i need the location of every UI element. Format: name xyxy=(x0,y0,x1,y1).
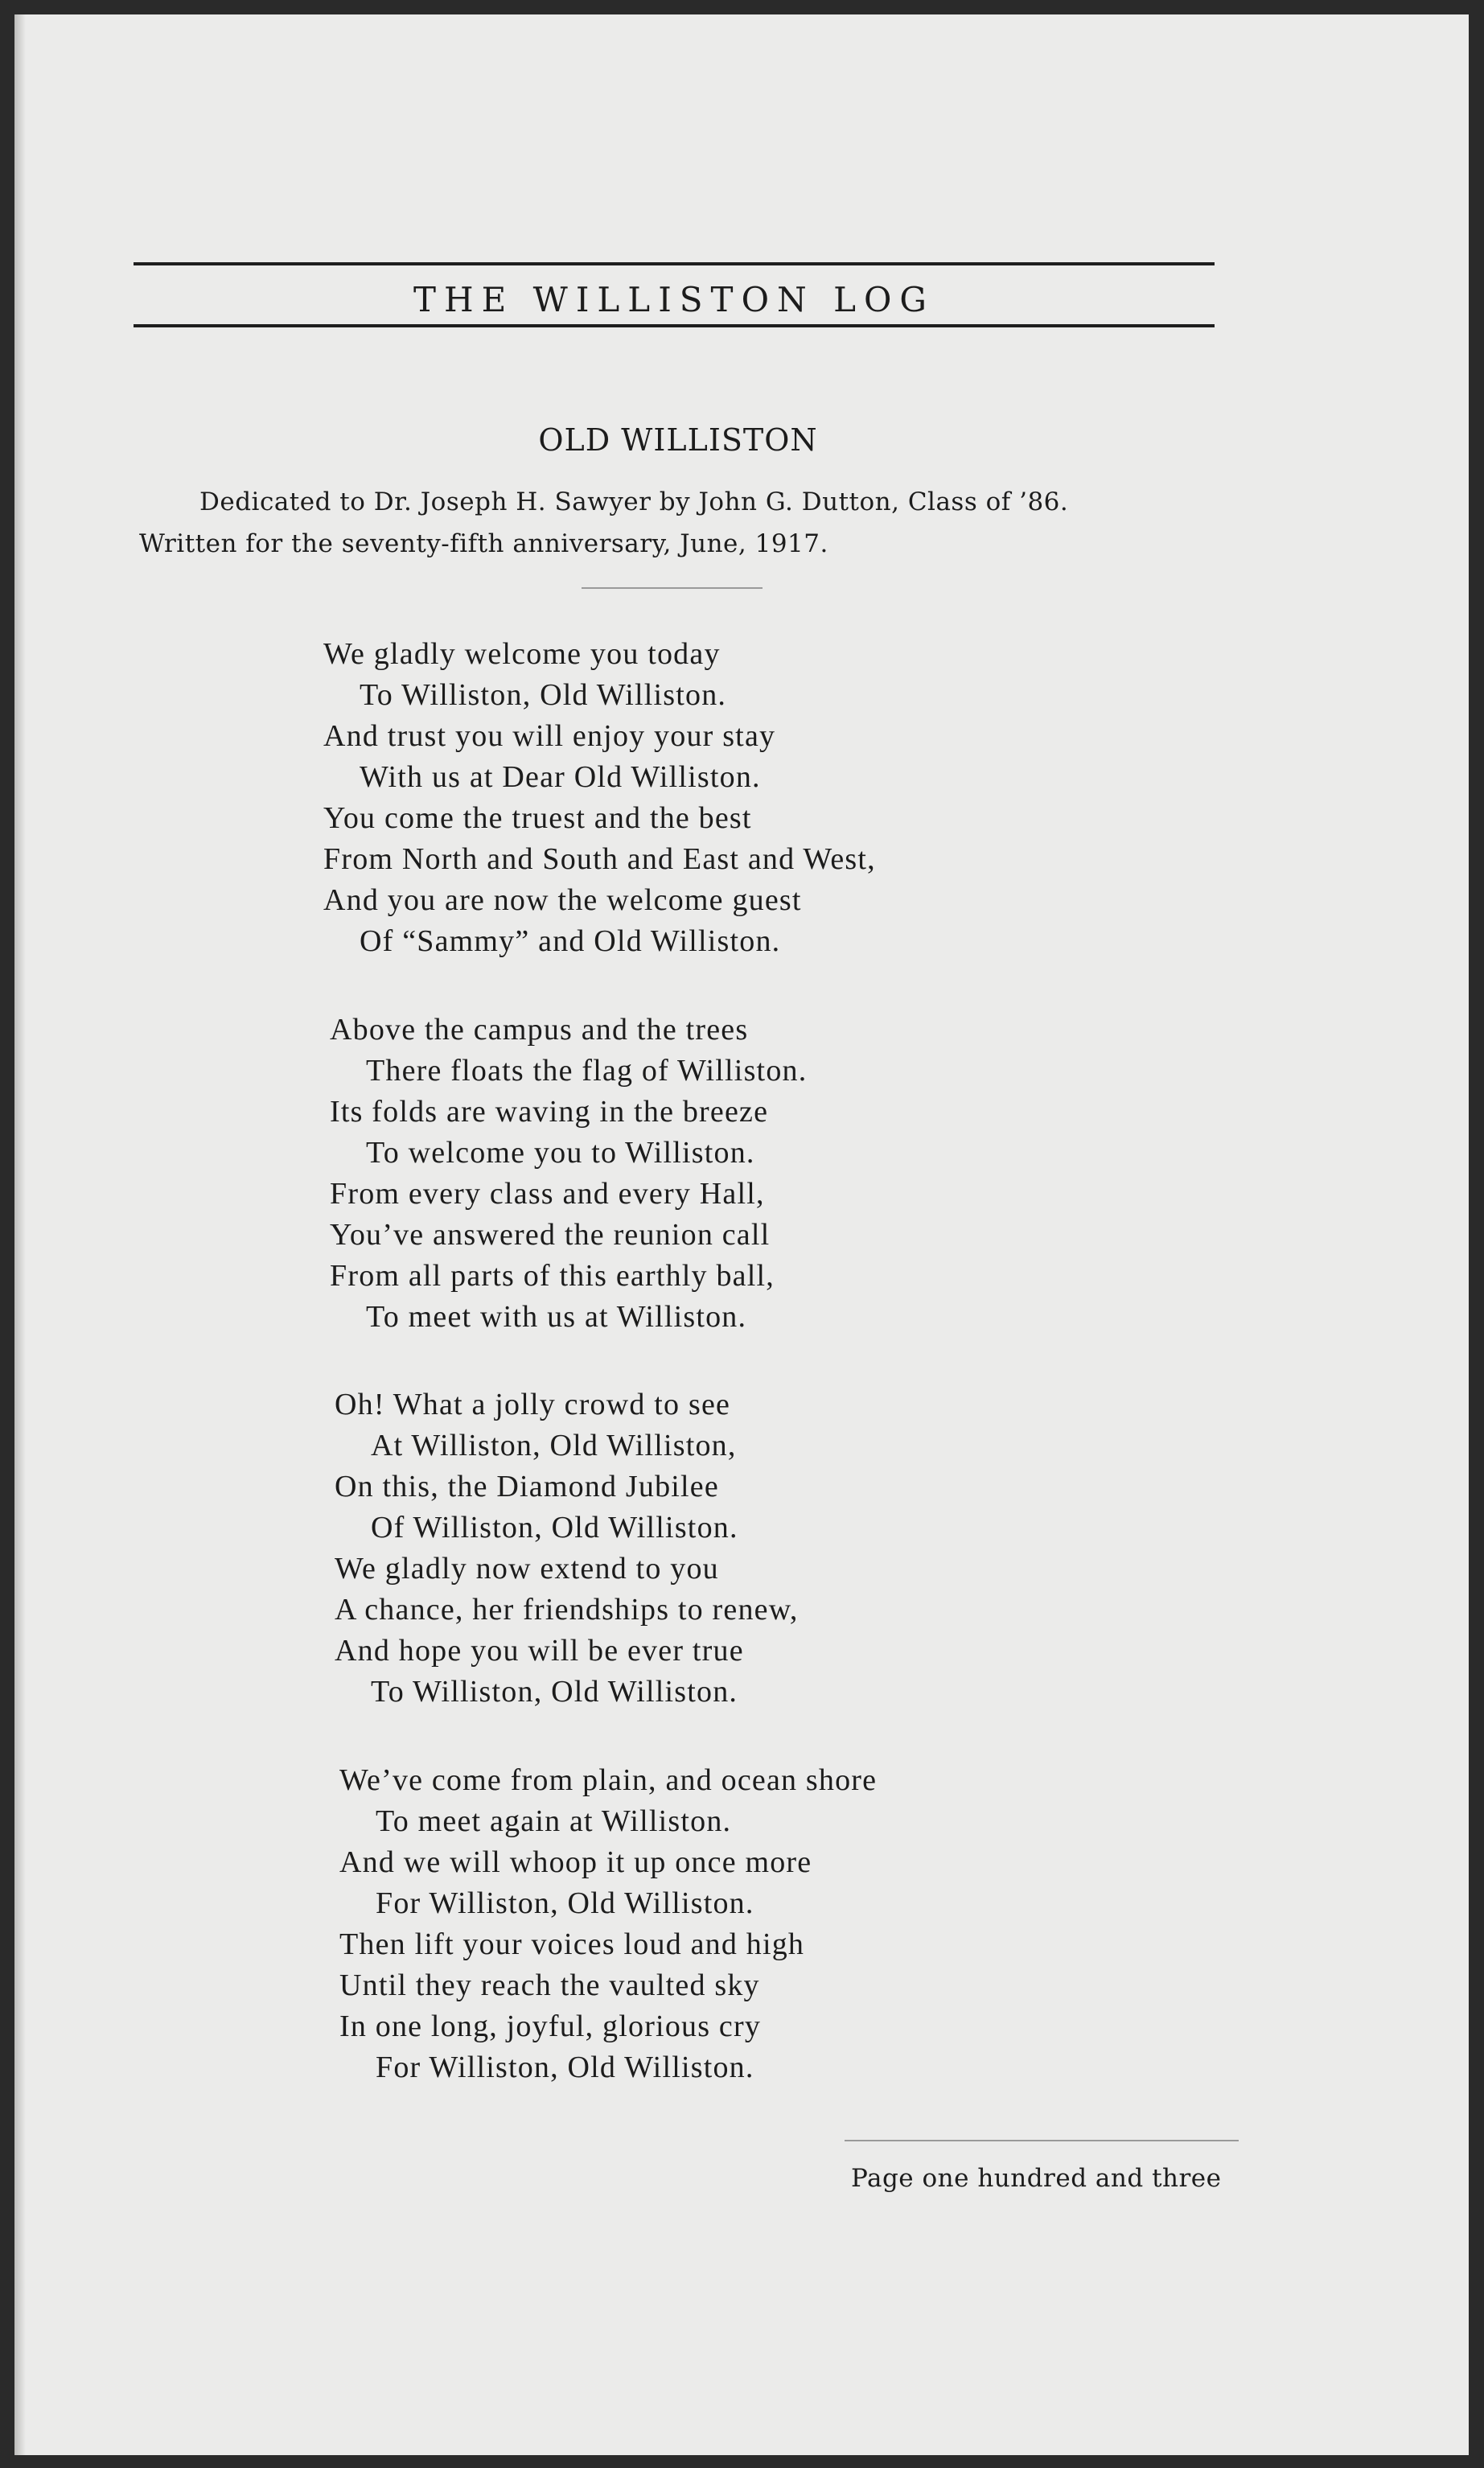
verse-line: To Williston, Old Williston. xyxy=(371,1675,738,1709)
verse-line: There floats the flag of Williston. xyxy=(366,1054,808,1088)
verse-line: From North and South and East and West, xyxy=(323,842,876,876)
dedication-line-1: Dedicated to Dr. Joseph H. Sawyer by John G. Dutton, Class of ’86. xyxy=(199,487,1069,516)
verse-line: Oh! What a jolly crowd to see xyxy=(335,1388,731,1421)
stanza-2 xyxy=(330,1010,1134,1338)
verse-line: And we will whoop it up once more xyxy=(339,1845,812,1879)
stanza-3 xyxy=(335,1384,1139,1713)
page-number: Page one hundred and three xyxy=(851,2164,1222,2193)
verse-line: At Williston, Old Williston, xyxy=(371,1429,737,1462)
stanza-4 xyxy=(339,1760,1144,2088)
running-header: THE WILLISTON LOG xyxy=(413,280,935,319)
header-rule-bottom xyxy=(134,324,1215,327)
verse-line: You’ve answered the reunion call xyxy=(330,1218,771,1252)
verse-line: And trust you will enjoy your stay xyxy=(323,719,776,753)
verse-line: And you are now the welcome guest xyxy=(323,883,802,917)
verse-line: To Williston, Old Williston. xyxy=(360,678,727,712)
verse-line: From every class and every Hall, xyxy=(330,1177,765,1211)
verse-line: We gladly welcome you today xyxy=(323,637,721,671)
poem-title: OLD WILLISTON xyxy=(538,422,818,458)
verse-line: To meet with us at Williston. xyxy=(366,1300,747,1334)
verse-line: For Williston, Old Williston. xyxy=(376,2050,754,2084)
verse-line: Its folds are waving in the breeze xyxy=(330,1095,769,1129)
verse-line: Until they reach the vaulted sky xyxy=(339,1968,760,2002)
verse-line: We gladly now extend to you xyxy=(335,1552,719,1586)
stanza-1 xyxy=(323,634,1128,962)
verse-line: To meet again at Williston. xyxy=(376,1804,732,1838)
verse-line: We’ve come from plain, and ocean shore xyxy=(339,1763,878,1797)
verse-line: A chance, her friendships to renew, xyxy=(335,1593,799,1627)
verse-line: You come the truest and the best xyxy=(323,801,752,835)
footer-rule xyxy=(845,2140,1239,2141)
verse-line: For Williston, Old Williston. xyxy=(376,1886,754,1920)
verse-line: To welcome you to Williston. xyxy=(366,1136,755,1170)
dedication-line-2: Written for the seventy-fifth anniversary, June, 1917. xyxy=(139,529,828,558)
verse-line: In one long, joyful, glorious cry xyxy=(339,2009,762,2043)
header-rule-top xyxy=(134,262,1215,265)
verse-line: With us at Dear Old Williston. xyxy=(360,760,761,794)
verse-line: And hope you will be ever true xyxy=(335,1634,744,1668)
verse-line: Above the campus and the trees xyxy=(330,1013,749,1047)
verse-line: On this, the Diamond Jubilee xyxy=(335,1470,719,1503)
verse-line: From all parts of this earthly ball, xyxy=(330,1259,775,1293)
verse-line: Then lift your voices loud and high xyxy=(339,1927,805,1961)
page-spine-shadow xyxy=(14,14,26,2455)
verse-line: Of Williston, Old Williston. xyxy=(371,1511,738,1545)
section-divider xyxy=(582,587,763,589)
verse-line: Of “Sammy” and Old Williston. xyxy=(360,924,781,958)
document-page xyxy=(14,14,1469,2455)
